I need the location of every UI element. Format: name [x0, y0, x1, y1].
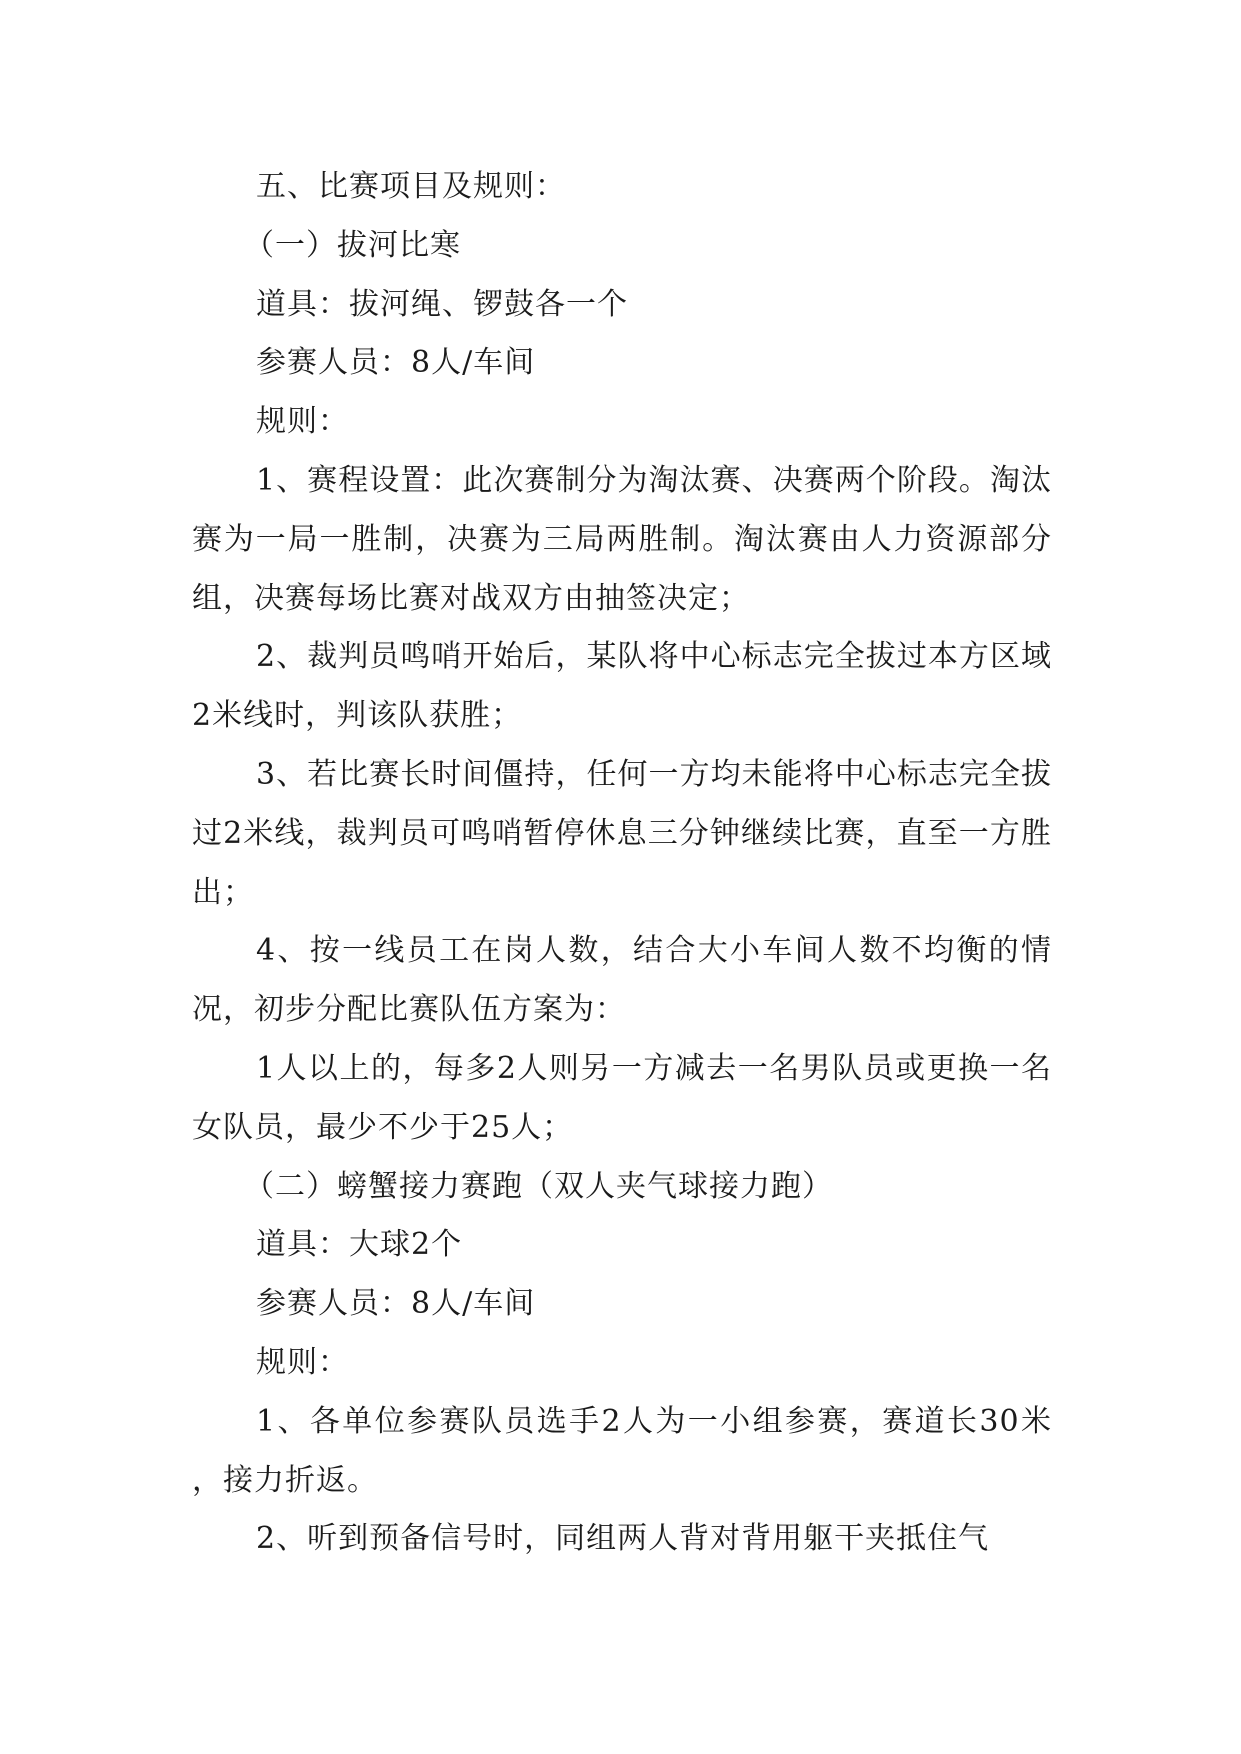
rule-paragraph: 3、若比赛长时间僵持，任何一方均未能将中心标志完全拔过2米线，裁判员可鸣哨暂停休息三分钟继续比赛，直至一方胜出；: [192, 756, 1052, 910]
rule-paragraph: 2、听到预备信号时，同组两人背对背用躯干夹抵住气: [256, 1521, 990, 1557]
rule-paragraph: 2、裁判员鸣哨开始后，某队将中心标志完全拔过本方区域2米线时，判该队获胜；: [192, 639, 1052, 734]
document-body: [192, 158, 1052, 1569]
subsection-heading-crab-relay: （二）螃蟹接力赛跑（双人夹气球接力跑）: [244, 1168, 833, 1204]
rule-paragraph: 1、各单位参赛队员选手2人为一小组参赛，赛道长30米 ，接力折返。: [192, 1403, 1052, 1498]
rule-paragraph: 4、按一线员工在岗人数，结合大小车间人数不均衡的情况，初步分配比赛队伍方案为：: [192, 933, 1052, 1028]
rule-paragraph: 1、赛程设置：此次赛制分为淘汰赛、决赛两个阶段。淘汰赛为一局一胜制，决赛为三局两胜制。淘汰赛由人力资源部分组，决赛每场比赛对战双方由抽签决定；: [192, 462, 1052, 616]
participants-line: 参赛人员：8人/车间: [256, 1286, 536, 1322]
equipment-line: 道具：大球2个: [256, 1227, 463, 1263]
rule-paragraph: 1人以上的，每多2人则另一方减去一名男队员或更换一名女队员，最少不少于25人；: [192, 1050, 1052, 1145]
subsection-heading-tug-of-war: （一）拔河比寒: [244, 227, 461, 263]
rules-label: 规则：: [256, 1344, 349, 1380]
equipment-line: 道具：拔河绳、锣鼓各一个: [256, 286, 628, 322]
participants-line: 参赛人员：8人/车间: [256, 345, 536, 381]
section-heading-5: 五、比赛项目及规则：: [256, 169, 566, 204]
rules-label: 规则：: [256, 404, 349, 440]
